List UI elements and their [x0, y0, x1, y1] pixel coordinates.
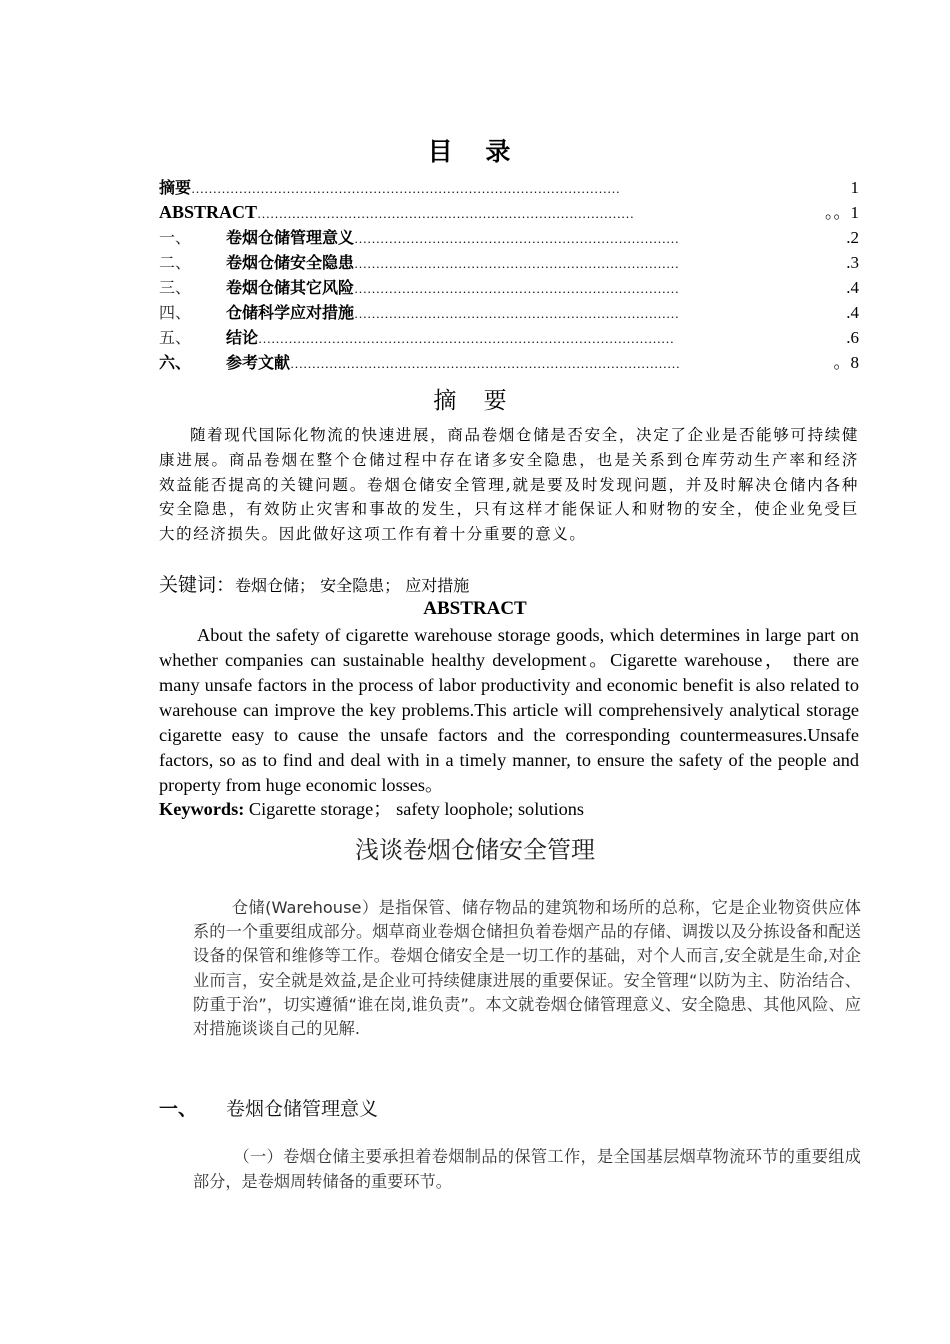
section-1-paragraph-1: （一）卷烟仓储主要承担着卷烟制品的保管工作，是全国基层烟草物流环节的重要组成部分，是卷烟周转储备的重要环节。: [193, 1147, 861, 1191]
toc-leader-dots: ……………………………………………………………………………………: [258, 331, 675, 346]
section-1-title: 卷烟仓储管理意义: [226, 1098, 379, 1120]
toc-entry-section-4[interactable]: [159, 300, 859, 325]
toc-leader-dots: …………………………………………………………………: [354, 256, 680, 271]
toc-entry-abstract-cn[interactable]: [159, 175, 859, 200]
keywords-en: [159, 797, 584, 822]
keywords-cn: [159, 573, 469, 598]
toc-page-number: .4: [846, 278, 859, 297]
toc-entry-label: ABSTRACT: [159, 202, 258, 222]
toc-entry-number: 二、: [159, 253, 192, 272]
toc-page-number: 。8: [833, 353, 859, 372]
intro-paragraph: 仓储(Warehouse）是指保管、储存物品的建筑物和场所的总称，它是企业物资供应体系的一个重要组成部分。烟草商业卷烟仓储担负着卷烟产品的存储、调拨以及分拣设备和配送设备的保管和维修等工作。卷烟仓储安全是一切工作的基础，对个人而言,安全就是生命,对企业而言，安全就是效益,是企业可持续健康进展的重要保证。安全管理“以防为主、防治结合、防重于治”，切实遵循“谁在岗,谁负责”。本文就卷烟仓储管理意义、安全隐患、其他风险、应对措施谈谈自己的见解.: [193, 898, 861, 1039]
toc-leader-dots: ……………………………………………………………………………: [257, 206, 635, 221]
toc-entry-label: 仓储科学应对措施: [226, 303, 355, 322]
toc-entry-number: 五、: [159, 328, 192, 347]
toc-leader-dots: …………………………………………………………………: [354, 231, 680, 246]
table-of-contents: [159, 175, 859, 375]
section-1-number: 一、: [159, 1098, 198, 1120]
keywords-cn-label: 关键词：: [159, 574, 236, 596]
toc-entry-section-6[interactable]: [159, 350, 859, 375]
toc-entry-number: 一、: [159, 228, 192, 247]
section-1-heading: [159, 1094, 378, 1121]
toc-page-number: 。。1: [825, 203, 859, 222]
toc-title: 目 录: [427, 137, 523, 166]
toc-entry-number: 四、: [159, 303, 192, 322]
toc-leader-dots: …………………………………………………………………: [354, 281, 680, 296]
abstract-en-title: ABSTRACT: [423, 598, 527, 619]
toc-page-number: 1: [850, 178, 859, 197]
toc-leader-dots: ………………………………………………………………………………………: [191, 181, 621, 196]
toc-entry-label: 摘要: [159, 178, 192, 197]
toc-entry-section-1[interactable]: [159, 225, 859, 250]
toc-page-number: .3: [846, 253, 859, 272]
toc-entry-section-5[interactable]: [159, 325, 859, 350]
toc-page-number: .2: [846, 228, 859, 247]
toc-entry-label: 结论: [226, 328, 259, 347]
toc-entry-label: 卷烟仓储安全隐患: [226, 253, 355, 272]
toc-entry-section-2[interactable]: [159, 250, 859, 275]
toc-entry-number: 三、: [159, 278, 192, 297]
toc-entry-section-3[interactable]: [159, 275, 859, 300]
toc-page-number: .4: [846, 303, 859, 322]
toc-entry-label: 卷烟仓储管理意义: [226, 228, 355, 247]
abstract-cn-body: 随着现代国际化物流的快速进展，商品卷烟仓储是否安全，决定了企业是否能够可持续健康进展。商品卷烟在整个仓储过程中存在诸多安全隐患，也是关系到仓库劳动生产率和经济效益能否提高的关键问题。卷烟仓储安全管理,就是要及时发现问题，并及时解决仓储内各种安全隐患，有效防止灾害和事故的发生，只有这样才能保证人和财物的安全，使企业免受巨大的经济损失。因此做好这项工作有着十分重要的意义。: [159, 426, 859, 544]
toc-page-number: .6: [846, 328, 859, 347]
abstract-cn-title: 摘 要: [433, 388, 517, 414]
abstract-en-body: About the safety of cigarette warehouse storage goods, which determines in large part on whether companies can sustainable healthy development。Cigarette warehouse， there are many unsafe factors in the process of labor productivity and economic benefit is also related to warehouse can improve the key problems.This article will comprehensively analytical storage cigarette easy to cause the unsafe factors and the corresponding countermeasures.Unsafe factors, so as to find and deal with in a timely manner, to ensure the safety of the people and property from huge economic losses。: [159, 625, 859, 795]
toc-leader-dots: ………………………………………………………………………………: [290, 356, 681, 371]
keywords-en-values: Cigarette storage； safety loophole; solutions: [244, 799, 584, 819]
toc-leader-dots: …………………………………………………………………: [354, 306, 680, 321]
toc-entry-label: 卷烟仓储其它风险: [226, 278, 355, 297]
toc-entry-label: 参考文献: [226, 353, 291, 372]
toc-entry-abstract-en[interactable]: [159, 200, 859, 225]
toc-entry-number: 六、: [159, 353, 192, 372]
keywords-en-label: Keywords:: [159, 799, 245, 819]
document-main-title: 浅谈卷烟仓储安全管理: [355, 836, 595, 864]
keywords-cn-values: 卷烟仓储； 安全隐患； 应对措施: [235, 576, 470, 595]
